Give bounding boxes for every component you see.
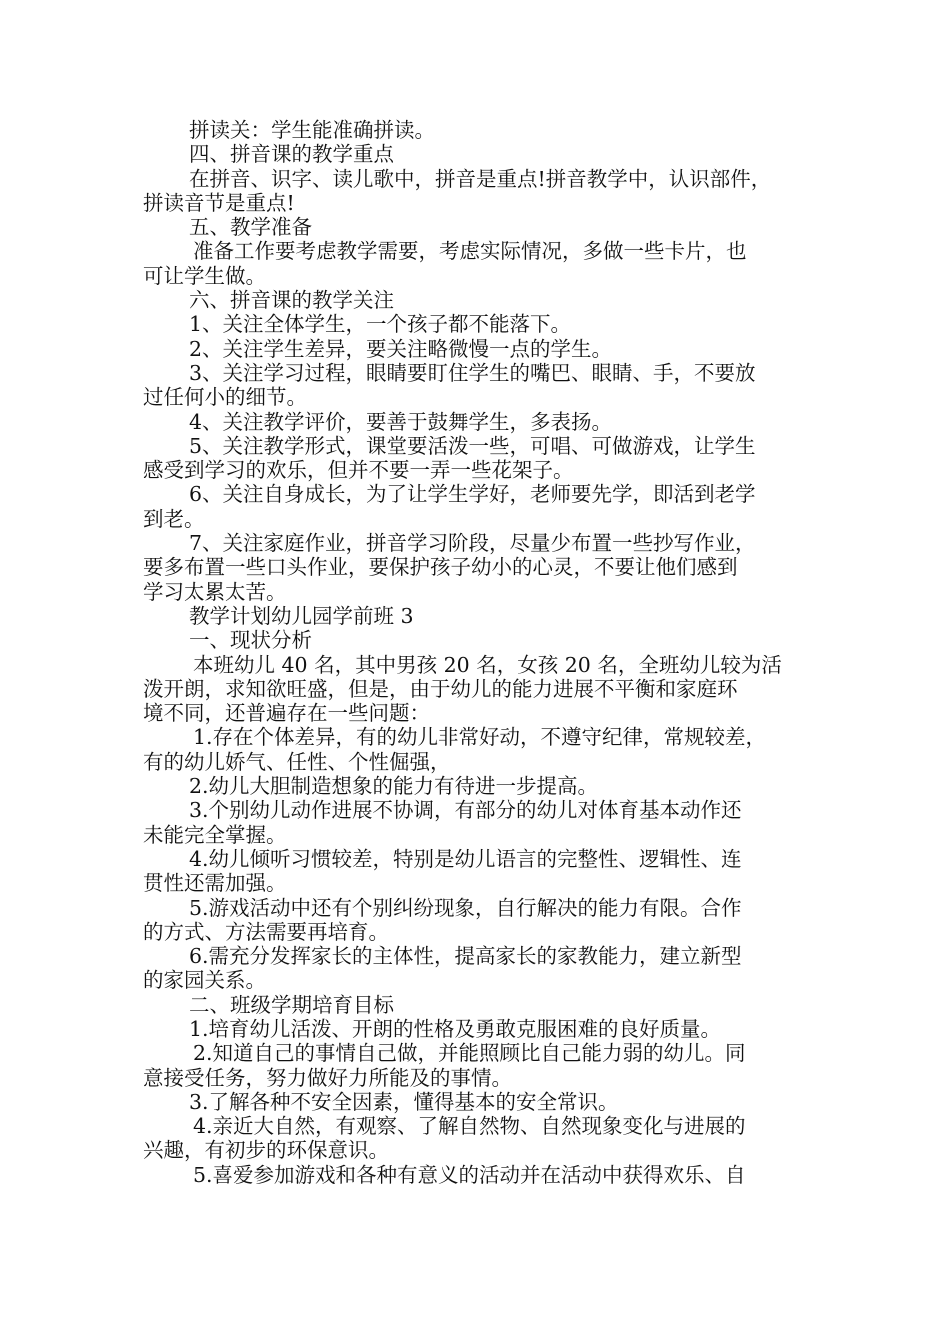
text-line: 6、关注自身成长，为了让学生学好，老师要先学，即活到老学 bbox=[189, 482, 756, 507]
text-line: 五、教学准备 bbox=[189, 215, 312, 240]
text-line: 1.存在个体差异，有的幼儿非常好动，不遵守纪律，常规较差， bbox=[193, 725, 767, 750]
text-line: 要多布置一些口头作业，要保护孩子幼小的心灵，不要让他们感到 bbox=[143, 555, 738, 580]
text-line: 准备工作要考虑教学需要，考虑实际情况，多做一些卡片，也 bbox=[193, 239, 747, 264]
text-line: 拼读音节是重点! bbox=[143, 190, 295, 215]
text-line: 泼开朗，求知欲旺盛，但是，由于幼儿的能力进展不平衡和家庭环 bbox=[143, 676, 738, 701]
text-line: 拼读关：学生能准确拼读。 bbox=[189, 118, 435, 142]
text-line: 过任何小的细节。 bbox=[143, 385, 307, 410]
text-line: 2.知道自己的事情自己做，并能照顾比自己能力弱的幼儿。同 bbox=[193, 1041, 746, 1066]
text-line: 2.幼儿大胆制造想象的能力有待进一步提高。 bbox=[189, 774, 599, 799]
text-line: 5.喜爱参加游戏和各种有意义的活动并在活动中获得欢乐、自 bbox=[193, 1162, 746, 1187]
text-line: 的家园关系。 bbox=[143, 968, 266, 993]
text-line: 未能完全掌握。 bbox=[143, 822, 287, 847]
text-line: 有的幼儿娇气、任性、个性倔强， bbox=[143, 749, 451, 774]
text-line: 1、关注全体学生，一个孩子都不能落下。 bbox=[189, 312, 572, 337]
text-line: 4、关注教学评价，要善于鼓舞学生，多表扬。 bbox=[189, 409, 613, 434]
text-line: 四、拼音课的教学重点 bbox=[189, 142, 394, 167]
text-line: 3.个别幼儿动作进展不协调，有部分的幼儿对体育基本动作还 bbox=[189, 798, 742, 823]
text-line: 本班幼儿 40 名，其中男孩 20 名，女孩 20 名，全班幼儿较为活 bbox=[193, 652, 782, 677]
text-line: 教学计划幼儿园学前班 3 bbox=[189, 603, 414, 628]
text-line: 的方式、方法需要再培育。 bbox=[143, 919, 389, 944]
text-line: 5、关注教学形式，课堂要活泼一些，可唱、可做游戏，让学生 bbox=[189, 433, 756, 458]
document-body bbox=[143, 118, 815, 1187]
text-line: 感受到学习的欢乐，但并不要一弄一些花架子。 bbox=[143, 458, 574, 483]
text-line: 5.游戏活动中还有个别纠纷现象，自行解决的能力有限。合作 bbox=[189, 895, 742, 920]
text-line: 7、关注家庭作业，拼音学习阶段，尽量少布置一些抄写作业， bbox=[189, 531, 756, 556]
text-line: 六、拼音课的教学关注 bbox=[189, 288, 394, 313]
text-line: 贯性还需加强。 bbox=[143, 871, 287, 896]
text-line: 3、关注学习过程，眼睛要盯住学生的嘴巴、眼睛、手，不要放 bbox=[189, 360, 756, 385]
text-line: 一、现状分析 bbox=[189, 628, 312, 653]
text-line: 3.了解各种不安全因素，懂得基本的安全常识。 bbox=[189, 1089, 619, 1114]
text-line: 到老。 bbox=[143, 506, 205, 531]
text-line: 意接受任务，努力做好力所能及的事情。 bbox=[143, 1065, 512, 1090]
text-line: 1.培育幼儿活泼、开朗的性格及勇敢克服困难的良好质量。 bbox=[189, 1016, 722, 1041]
text-line: 可让学生做。 bbox=[143, 263, 266, 288]
text-line: 6.需充分发挥家长的主体性，提高家长的家教能力，建立新型 bbox=[189, 944, 742, 969]
text-line: 4.幼儿倾听习惯较差，特别是幼儿语言的完整性、逻辑性、连 bbox=[189, 846, 742, 871]
text-line: 境不同，还普遍存在一些问题： bbox=[143, 701, 430, 726]
text-line: 二、班级学期培育目标 bbox=[189, 992, 394, 1017]
text-line: 兴趣，有初步的环保意识。 bbox=[143, 1138, 389, 1163]
text-line: 2、关注学生差异，要关注略微慢一点的学生。 bbox=[189, 336, 613, 361]
text-line: 4.亲近大自然，有观察、了解自然物、自然现象变化与进展的 bbox=[193, 1114, 746, 1139]
text-line: 在拼音、识字、读儿歌中，拼音是重点!拼音教学中，认识部件， bbox=[189, 166, 772, 191]
text-line: 学习太累太苦。 bbox=[143, 579, 287, 604]
